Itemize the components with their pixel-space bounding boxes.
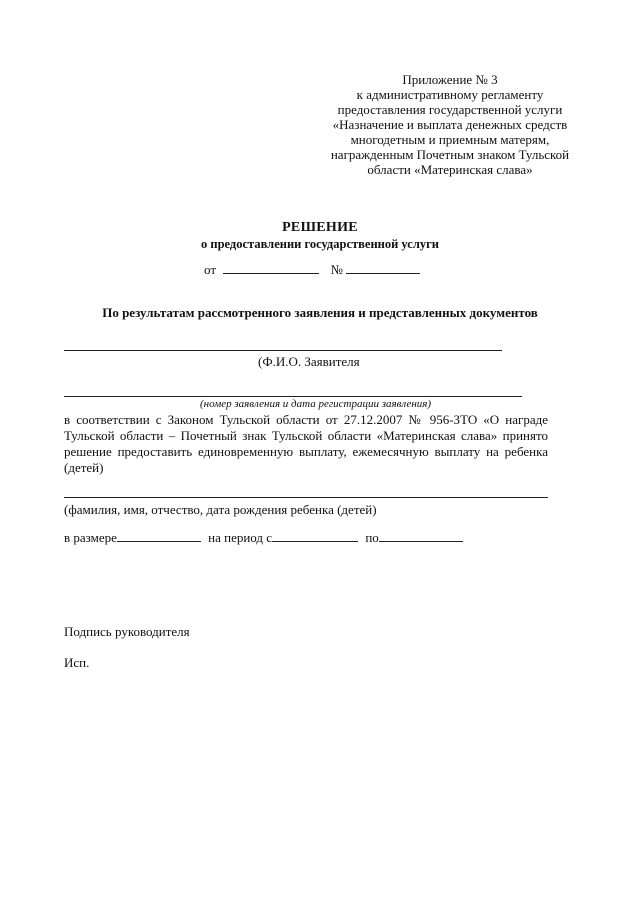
number-label: № — [330, 262, 343, 277]
period-to-blank — [379, 530, 463, 542]
date-number-line — [204, 262, 420, 278]
applicant-label: (Ф.И.О. Заявителя — [258, 354, 360, 369]
period-to-label: по — [365, 530, 379, 545]
annex-line: Приложение № 3 — [402, 72, 498, 87]
date-blank — [223, 262, 319, 274]
annex-header — [300, 72, 600, 177]
application-label: (номер заявления и дата регистрации заявления) — [200, 398, 432, 410]
amount-line — [64, 530, 463, 546]
results-heading: По результатам рассмотренного заявления и представленных документов — [102, 305, 538, 320]
child-label: (фамилия, имя, отчество, дата рождения ребенка (детей) — [64, 502, 377, 517]
child-line — [64, 497, 548, 498]
period-label: на период с — [208, 530, 273, 545]
annex-line: многодетным и приемным матерям, — [350, 132, 550, 147]
document-title: РЕШЕНИЕ — [282, 220, 358, 235]
signature-label: Подпись руководителя — [64, 624, 190, 639]
annex-line: предоставления государственной услуги — [337, 102, 563, 117]
annex-line: награжденным Почетным знаком Тульской — [330, 147, 570, 162]
annex-line: «Назначение и выплата денежных средств — [332, 117, 568, 132]
period-from-blank — [272, 530, 358, 542]
executor-label: Исп. — [64, 655, 90, 670]
application-line — [64, 396, 522, 397]
document-subtitle: о предоставлении государственной услуги — [201, 237, 439, 251]
annex-line: к административному регламенту — [356, 87, 544, 102]
decision-paragraph: в соответствии с Законом Тульской области от 27.12.2007 № 956-ЗТО «О награде Тульской области – Почетный знак Тульской области «Материнская слава» принято решение предоставить единовременную выплату, ежемесячную выплату на ребенка (детей) — [64, 412, 548, 475]
date-label: от — [204, 262, 217, 277]
number-blank — [346, 262, 420, 274]
amount-blank — [117, 530, 201, 542]
applicant-line — [64, 350, 502, 351]
amount-label: в размере — [64, 530, 117, 545]
annex-line: области «Материнская слава» — [367, 162, 533, 177]
